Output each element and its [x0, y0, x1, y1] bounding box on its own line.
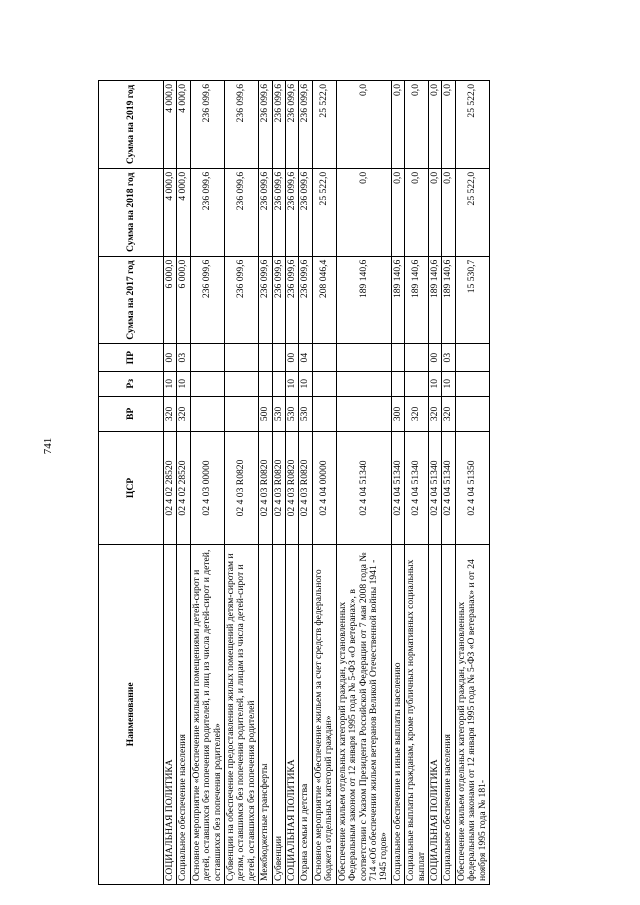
table-row — [299, 81, 312, 885]
cell-pr — [272, 344, 285, 371]
cell-pr — [336, 344, 391, 371]
cell-sum-2018: 4 000,0 — [164, 168, 177, 256]
cell-name: Социальные выплаты гражданам, кроме публичных нормативных социальных выплат — [405, 544, 429, 884]
cell-vr: 530 — [299, 396, 312, 432]
cell-rz — [336, 371, 391, 396]
cell-sum-2017: 189 140,6 — [428, 256, 441, 344]
cell-pr — [190, 344, 224, 371]
cell-sum-2019: 236 099,6 — [190, 81, 224, 169]
cell-name: Субвенции — [272, 544, 285, 884]
cell-pr: 00 — [428, 344, 441, 371]
cell-vr: 300 — [391, 396, 404, 432]
cell-rz: 10 — [442, 371, 455, 396]
cell-name: Охрана семьи и детства — [299, 544, 312, 884]
cell-sum-2018: 236 099,6 — [286, 168, 299, 256]
cell-name: Обеспечение жильем отдельных категорий граждан, установленных Федеральным законом от 12 января 1995 года № 5-ФЗ «О ветеранах», в соответствии с Указом Президента Российской Федерации от 7 мая 2008 года № 714 «Об обеспечении жильем ветеранов Великой Отечественной войны 1941 - 1945 годов» — [336, 544, 391, 884]
cell-name: Социальное обеспечение и иные выплаты населению — [391, 544, 404, 884]
cell-pr — [312, 344, 336, 371]
table-row — [428, 81, 441, 885]
rotated-page-content — [98, 80, 540, 885]
cell-pr: 00 — [164, 344, 177, 371]
cell-sum-2019: 236 099,6 — [259, 81, 272, 169]
table-row — [286, 81, 299, 885]
page-number: 741 — [42, 437, 54, 455]
cell-sum-2017: 236 099,6 — [286, 256, 299, 344]
cell-rz — [272, 371, 285, 396]
cell-pr: 03 — [177, 344, 190, 371]
cell-sum-2017: 236 099,6 — [259, 256, 272, 344]
table-header-row — [99, 81, 164, 885]
cell-vr — [190, 396, 224, 432]
cell-csr: 02 4 04 51340 — [428, 432, 441, 545]
cell-sum-2019: 236 099,6 — [286, 81, 299, 169]
cell-rz — [190, 371, 224, 396]
cell-csr: 02 4 03 R0820 — [259, 432, 272, 545]
cell-sum-2017: 236 099,6 — [190, 256, 224, 344]
cell-name: Социальное обеспечение населения — [177, 544, 190, 884]
cell-sum-2017: 189 140,6 — [442, 256, 455, 344]
cell-vr — [225, 396, 259, 432]
cell-pr — [455, 344, 489, 371]
cell-rz — [391, 371, 404, 396]
table-row — [164, 81, 177, 885]
cell-sum-2018: 236 099,6 — [272, 168, 285, 256]
cell-sum-2019: 0,0 — [428, 81, 441, 169]
header-sum-2017: Сумма на 2017 год — [99, 256, 164, 344]
cell-rz — [405, 371, 429, 396]
cell-pr — [259, 344, 272, 371]
cell-vr — [455, 396, 489, 432]
cell-name: Субвенции на обеспечение предоставления жилых помещений детям-сиротам и детям, оставшимся без попечения родителей, и лицам из числа детей-сирот и детей, оставшихся без попечения родителей — [225, 544, 259, 884]
table-row — [455, 81, 489, 885]
table-row — [336, 81, 391, 885]
cell-pr — [405, 344, 429, 371]
cell-sum-2019: 0,0 — [336, 81, 391, 169]
cell-csr: 02 4 04 51340 — [442, 432, 455, 545]
cell-sum-2019: 4 000,0 — [177, 81, 190, 169]
cell-rz: 10 — [428, 371, 441, 396]
cell-name: СОЦИАЛЬНАЯ ПОЛИТИКА — [164, 544, 177, 884]
cell-sum-2018: 4 000,0 — [177, 168, 190, 256]
cell-csr: 02 4 03 R0820 — [225, 432, 259, 545]
cell-vr: 320 — [428, 396, 441, 432]
cell-sum-2018: 25 522,0 — [455, 168, 489, 256]
cell-csr: 02 4 04 00000 — [312, 432, 336, 545]
table-row — [405, 81, 429, 885]
header-csr: ЦСР — [99, 432, 164, 545]
cell-pr: 03 — [442, 344, 455, 371]
cell-csr: 02 4 02 28520 — [164, 432, 177, 545]
cell-rz — [455, 371, 489, 396]
table-row — [177, 81, 190, 885]
cell-csr: 02 4 04 51340 — [336, 432, 391, 545]
cell-name: Социальное обеспечение населения — [442, 544, 455, 884]
cell-sum-2018: 236 099,6 — [259, 168, 272, 256]
table-row — [391, 81, 404, 885]
cell-sum-2017: 6 000,0 — [164, 256, 177, 344]
header-sum-2018: Сумма на 2018 год — [99, 168, 164, 256]
cell-sum-2019: 0,0 — [405, 81, 429, 169]
cell-pr: 04 — [299, 344, 312, 371]
cell-sum-2017: 6 000,0 — [177, 256, 190, 344]
cell-csr: 02 4 04 51340 — [405, 432, 429, 545]
table-row — [190, 81, 224, 885]
cell-rz: 10 — [286, 371, 299, 396]
cell-sum-2018: 236 099,6 — [299, 168, 312, 256]
cell-rz: 10 — [177, 371, 190, 396]
cell-rz: 10 — [164, 371, 177, 396]
header-vr: ВР — [99, 396, 164, 432]
cell-name: Обеспечение жильем отдельных категорий граждан, установленных федеральными законами от 12 января 1995 года № 5-ФЗ «О ветеранах» и от 24 ноября 1995 года № 181- — [455, 544, 489, 884]
cell-csr: 02 4 04 51340 — [391, 432, 404, 545]
cell-vr — [312, 396, 336, 432]
table-row — [259, 81, 272, 885]
cell-sum-2017: 236 099,6 — [272, 256, 285, 344]
cell-pr — [391, 344, 404, 371]
cell-sum-2018: 25 522,0 — [312, 168, 336, 256]
cell-sum-2018: 236 099,6 — [225, 168, 259, 256]
cell-vr: 320 — [442, 396, 455, 432]
cell-sum-2017: 236 099,6 — [299, 256, 312, 344]
header-sum-2019: Сумма на 2019 год — [99, 81, 164, 169]
cell-csr: 02 4 03 R0820 — [299, 432, 312, 545]
cell-sum-2019: 236 099,6 — [299, 81, 312, 169]
cell-csr: 02 4 03 00000 — [190, 432, 224, 545]
cell-sum-2019: 236 099,6 — [225, 81, 259, 169]
cell-sum-2019: 25 522,0 — [312, 81, 336, 169]
cell-sum-2017: 208 046,4 — [312, 256, 336, 344]
cell-sum-2017: 189 140,6 — [391, 256, 404, 344]
cell-pr — [225, 344, 259, 371]
cell-csr: 02 4 02 28520 — [177, 432, 190, 545]
cell-rz — [259, 371, 272, 396]
cell-vr: 530 — [286, 396, 299, 432]
cell-vr: 320 — [177, 396, 190, 432]
header-pr: ПР — [99, 344, 164, 371]
cell-vr — [336, 396, 391, 432]
cell-rz — [225, 371, 259, 396]
cell-csr: 02 4 03 R0820 — [272, 432, 285, 545]
cell-name: Основное мероприятие «Обеспечение жилыми помещениями детей-сирот и детей, оставшихся без попечения родителей, и лиц из числа детей-сирот и детей, оставшихся без попечения родителей» — [190, 544, 224, 884]
cell-rz — [312, 371, 336, 396]
budget-table — [98, 80, 490, 885]
cell-sum-2017: 236 099,6 — [225, 256, 259, 344]
table-row — [225, 81, 259, 885]
header-rz: Рз — [99, 371, 164, 396]
cell-sum-2018: 0,0 — [442, 168, 455, 256]
cell-sum-2019: 0,0 — [442, 81, 455, 169]
cell-pr: 00 — [286, 344, 299, 371]
cell-vr: 500 — [259, 396, 272, 432]
table-row — [272, 81, 285, 885]
cell-vr: 320 — [405, 396, 429, 432]
cell-name: СОЦИАЛЬНАЯ ПОЛИТИКА — [286, 544, 299, 884]
cell-csr: 02 4 04 51350 — [455, 432, 489, 545]
cell-sum-2017: 189 140,6 — [336, 256, 391, 344]
cell-name: Межбюджетные трансферты — [259, 544, 272, 884]
cell-sum-2018: 0,0 — [405, 168, 429, 256]
cell-sum-2019: 236 099,6 — [272, 81, 285, 169]
cell-sum-2018: 0,0 — [336, 168, 391, 256]
cell-name: СОЦИАЛЬНАЯ ПОЛИТИКА — [428, 544, 441, 884]
cell-sum-2018: 0,0 — [391, 168, 404, 256]
cell-sum-2019: 4 000,0 — [164, 81, 177, 169]
cell-vr: 320 — [164, 396, 177, 432]
table-body — [164, 81, 490, 885]
cell-rz: 10 — [299, 371, 312, 396]
table-row — [442, 81, 455, 885]
cell-sum-2019: 0,0 — [391, 81, 404, 169]
table-row — [312, 81, 336, 885]
cell-sum-2019: 25 522,0 — [455, 81, 489, 169]
cell-sum-2018: 0,0 — [428, 168, 441, 256]
cell-name: Основное мероприятие «Обеспечение жильем за счет средств федерального бюджета отдельных категорий граждан» — [312, 544, 336, 884]
cell-sum-2017: 189 140,6 — [405, 256, 429, 344]
cell-sum-2018: 236 099,6 — [190, 168, 224, 256]
cell-sum-2017: 15 530,7 — [455, 256, 489, 344]
cell-vr: 530 — [272, 396, 285, 432]
cell-csr: 02 4 03 R0820 — [286, 432, 299, 545]
header-name: Наименование — [99, 544, 164, 884]
